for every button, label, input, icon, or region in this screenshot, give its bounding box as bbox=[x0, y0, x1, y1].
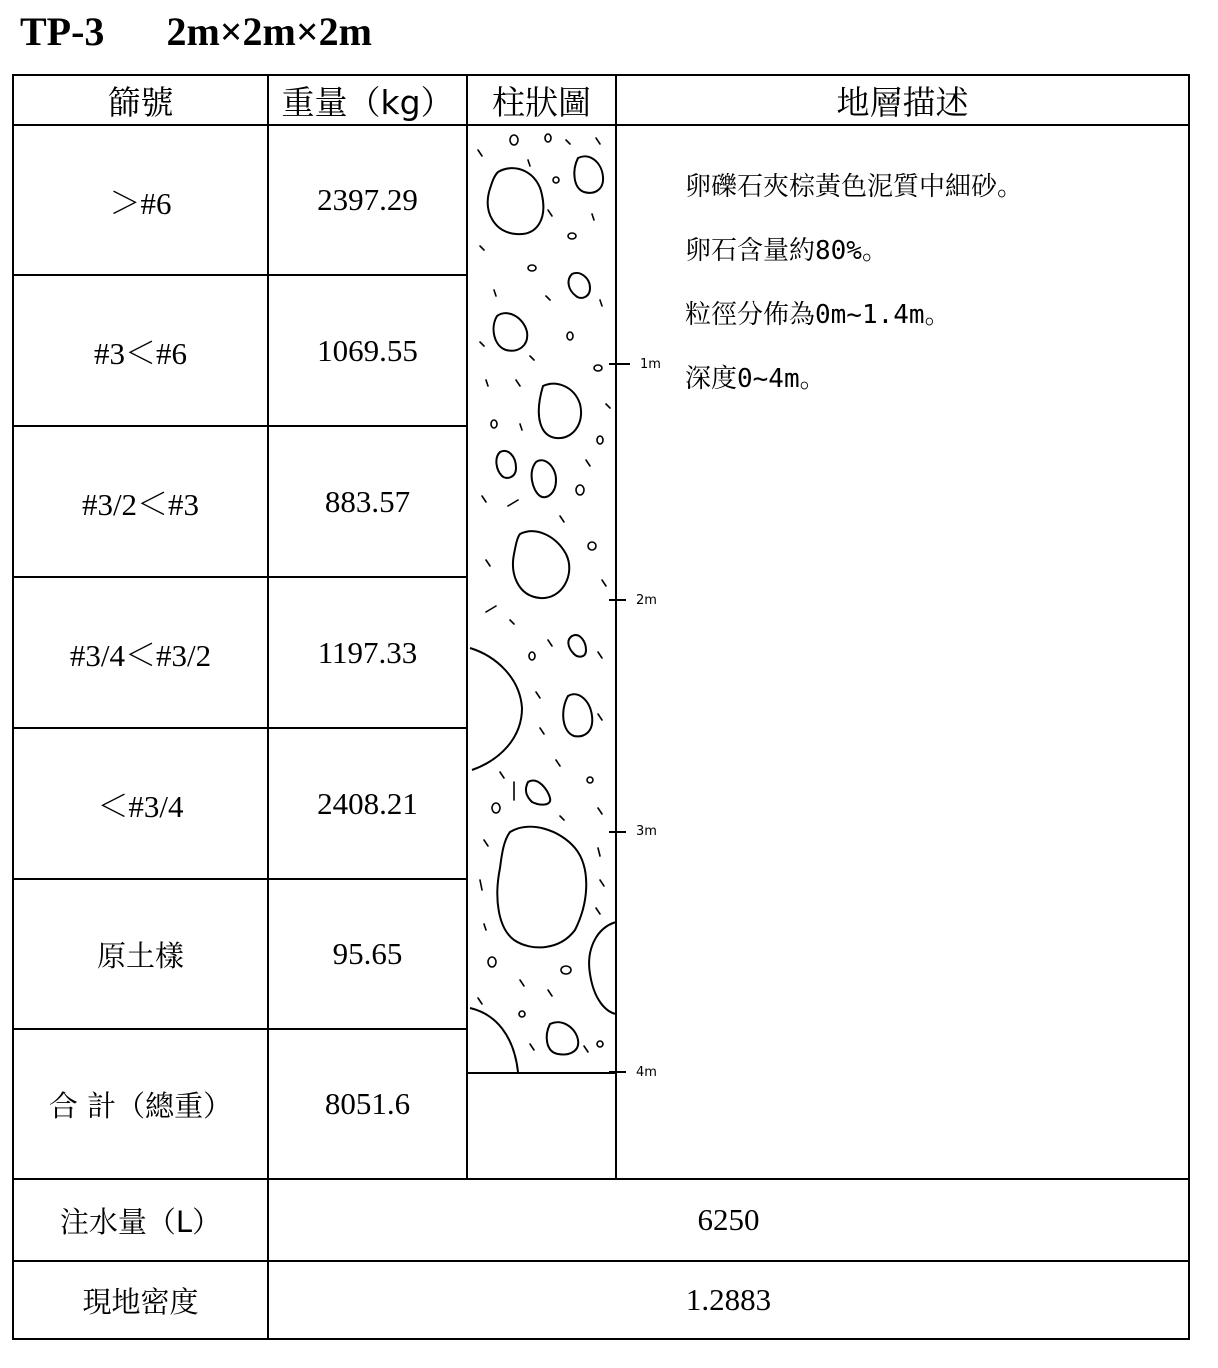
weight-cell: 95.65 bbox=[332, 936, 403, 971]
sieve-cell: #3＜#6 bbox=[94, 336, 187, 371]
density-value: 1.2883 bbox=[685, 1282, 772, 1317]
water-label: 注水量（L） bbox=[59, 1204, 222, 1239]
sieve-cell: ＜#3/4 bbox=[97, 789, 184, 824]
sieve-cell: 原土樣 bbox=[96, 938, 184, 973]
sand-specks bbox=[478, 138, 610, 1052]
depth-ticks bbox=[609, 364, 630, 1072]
header-strata: 地層描述 bbox=[836, 82, 969, 122]
weight-cell: 1197.33 bbox=[317, 634, 418, 670]
depth-tick-label: 2m bbox=[636, 593, 657, 608]
sieve-cell: #3/4＜#3/2 bbox=[69, 638, 212, 673]
depth-tick-label: 1m bbox=[640, 357, 661, 372]
header-weight: 重量（kg） bbox=[281, 82, 454, 122]
weight-cell: 2397.29 bbox=[317, 182, 418, 217]
description-line: 卵礫石夾棕黃色泥質中細砂。 bbox=[685, 172, 1024, 202]
density-label: 現地密度 bbox=[82, 1284, 199, 1319]
description-line: 卵石含量約80%。 bbox=[685, 236, 888, 266]
weight-cell: 883.57 bbox=[324, 483, 411, 519]
weight-cell: 1069.55 bbox=[317, 332, 418, 368]
description-line: 粒徑分佈為0m~1.4m。 bbox=[685, 300, 951, 330]
header-column: 柱狀圖 bbox=[492, 82, 591, 122]
sieve-cell: ＞#6 bbox=[109, 185, 172, 221]
depth-tick-label: 3m bbox=[636, 824, 657, 839]
sieve-cell: 合 計（總重） bbox=[48, 1088, 233, 1123]
weight-cell: 2408.21 bbox=[317, 785, 418, 821]
cobbles bbox=[470, 156, 616, 1072]
water-value: 6250 bbox=[697, 1202, 760, 1237]
gravel-dots bbox=[488, 134, 603, 1047]
description-line: 深度0~4m。 bbox=[685, 364, 826, 394]
pit-dimensions: 2m×2m×2m bbox=[166, 9, 372, 54]
test-pit-id: TP-3 bbox=[20, 9, 105, 54]
header-sieve: 篩號 bbox=[107, 82, 174, 122]
depth-tick-label: 4m bbox=[636, 1065, 657, 1080]
sieve-cell: #3/2＜#3 bbox=[81, 487, 200, 522]
total-weight-cell: 8051.6 bbox=[324, 1086, 411, 1121]
